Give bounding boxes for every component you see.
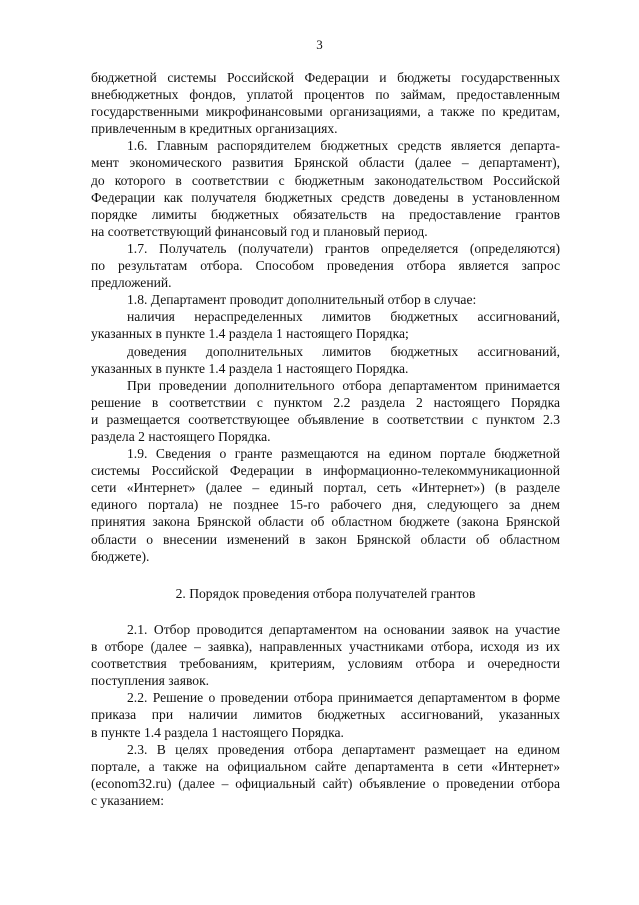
text-line: мент экономического развития Брянской области (далее – департамент), — [91, 155, 560, 171]
text-line: единого портала) не позднее 15-го рабочего дня, следующего за днем — [91, 497, 560, 513]
text-line: приказа при наличии лимитов бюджетных ассигнований, указанных — [91, 707, 560, 723]
text-line: привлеченным в кредитных организациях. — [91, 121, 338, 137]
text-line: доведения дополнительных лимитов бюджетных ассигнований, — [127, 343, 560, 359]
text-line: системы Российской Федерации в информационно-телекоммуникационной — [91, 463, 560, 479]
text-line: внебюджетных фондов, уплатой процентов по займам, предоставленным — [91, 87, 560, 103]
text-line: 2.3. В целях проведения отбора департамент размещает на едином — [127, 741, 560, 757]
text-line: Федерации как получателя бюджетных средств доведены в установленном — [91, 189, 560, 205]
text-line: раздела 2 настоящего Порядка. — [91, 428, 271, 444]
text-line: по результатам отбора. Способом проведения отбора является запрос — [91, 258, 560, 274]
text-line: и размещается соответствующее объявление в соответствии с пунктом 2.3 — [91, 411, 560, 427]
text-line: 1.7. Получатель (получатели) грантов определяется (определяются) — [127, 240, 560, 256]
text-line: 1.6. Главным распорядителем бюджетных средств является департа- — [127, 138, 560, 154]
text-line: соответствия требованиям, критериям, условиям отбора и очередности — [91, 656, 560, 672]
text-line: государственными микрофинансовыми организациями, а также по кредитам, — [91, 104, 560, 120]
text-line: порядке лимиты бюджетных обязательств на предоставление грантов — [91, 206, 560, 222]
page-number: 3 — [316, 37, 323, 52]
text-line: в отборе (далее – заявка), направленных участниками отбора, исходя из их — [91, 639, 560, 655]
text-line: принятия закона Брянской области об областном бюджете (закона Брянской — [91, 514, 560, 530]
text-line: указанных в пункте 1.4 раздела 1 настоящего Порядка; — [91, 326, 409, 342]
text-line: 1.8. Департамент проводит дополнительный отбор в случае: — [127, 292, 477, 308]
text-line: до которого в соответствии с бюджетным законодательством Российской — [91, 172, 560, 188]
section-heading: 2. Порядок проведения отбора получателей грантов — [175, 586, 476, 601]
text-line: (econom32.ru) (далее – официальный сайт) объявление о проведении отбора — [91, 775, 560, 791]
text-line: бюджетной системы Российской Федерации и бюджеты государственных — [91, 70, 560, 85]
text-line: портале, а также на официальном сайте департамента в сети «Интернет» — [91, 758, 560, 774]
text-line: сети «Интернет» (далее – единый портал, сеть «Интернет») (в разделе — [91, 480, 560, 496]
text-line: на соответствующий финансовый год и плановый период. — [91, 223, 428, 239]
text-line: указанных в пункте 1.4 раздела 1 настоящего Порядка. — [91, 360, 409, 376]
text-line: 2.2. Решение о проведении отбора принимается департаментом в форме — [127, 690, 560, 706]
body-text-block-1 — [91, 69, 560, 565]
body-text-block-2 — [91, 621, 560, 809]
text-line: бюджете). — [91, 548, 150, 564]
text-line: с указанием: — [91, 792, 165, 808]
text-line: в пункте 1.4 раздела 1 настоящего Порядка. — [91, 724, 344, 740]
text-line: 1.9. Сведения о гранте размещаются на едином портале бюджетной — [127, 446, 560, 462]
text-line: 2.1. Отбор проводится департаментом на основании заявок на участие — [127, 622, 560, 637]
text-line: При проведении дополнительного отбора департаментом принимается — [127, 377, 560, 393]
text-line: поступления заявок. — [91, 673, 210, 689]
text-line: наличия нераспределенных лимитов бюджетных ассигнований, — [127, 309, 560, 325]
text-line: области о внесении изменений в закон Брянской области об областном — [91, 531, 560, 547]
text-line: предложений. — [91, 275, 172, 291]
text-line: решение в соответствии с пунктом 2.2 раздела 2 настоящего Порядка — [91, 394, 560, 410]
